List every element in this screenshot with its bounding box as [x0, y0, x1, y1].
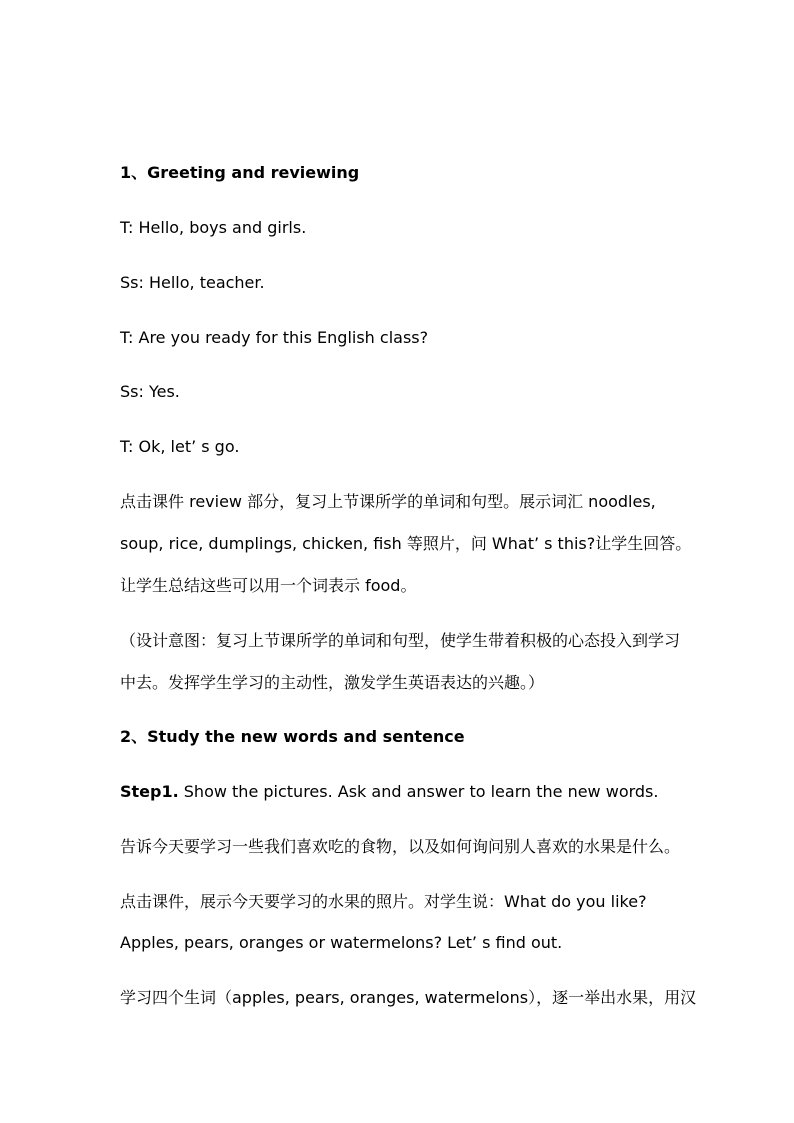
- design-note-line-1: （设计意图：复习上节课所学的单词和句型，使学生带着积极的心态投入到学习: [120, 631, 681, 650]
- design-note-line-2: 中去。发挥学生学习的主动性，激发学生英语表达的兴趣。）: [120, 673, 545, 692]
- dialogue-line-4: Ss: Yes.: [120, 382, 180, 401]
- step1-line: [120, 782, 680, 802]
- review-paragraph-line-2: soup, rice, dumplings, chicken, fish 等照片，问 What’ s this?让学生回答。: [120, 534, 692, 553]
- study-line-1: 告诉今天要学习一些我们喜欢吃的食物，以及如何询问别人喜欢的水果是什么。: [120, 837, 681, 856]
- section-1-heading: 1、Greeting and reviewing: [120, 163, 360, 182]
- review-paragraph-line-1: 点击课件 review 部分，复习上节课所学的单词和句型。展示词汇 noodles,: [120, 492, 656, 511]
- study-line-2: 点击课件，展示今天要学习的水果的照片。对学生说：What do you like?: [120, 892, 647, 911]
- study-line-4: 学习四个生词（apples, pears, oranges, watermelons），逐一举出水果，用汉: [120, 988, 697, 1007]
- section-2-heading: 2、Study the new words and sentence: [120, 727, 465, 746]
- study-line-3: Apples, pears, oranges or watermelons? Let’ s find out.: [120, 933, 563, 952]
- step1-text: Show the pictures. Ask and answer to learn the new words.: [178, 782, 659, 801]
- dialogue-line-3: T: Are you ready for this English class?: [120, 328, 429, 347]
- dialogue-line-5: T: Ok, let’ s go.: [120, 437, 240, 456]
- step1-label: Step1.: [120, 782, 179, 801]
- dialogue-line-2: Ss: Hello, teacher.: [120, 273, 265, 292]
- dialogue-line-1: T: Hello, boys and girls.: [120, 218, 307, 237]
- review-paragraph-line-3: 让学生总结这些可以用一个词表示 food。: [120, 576, 417, 595]
